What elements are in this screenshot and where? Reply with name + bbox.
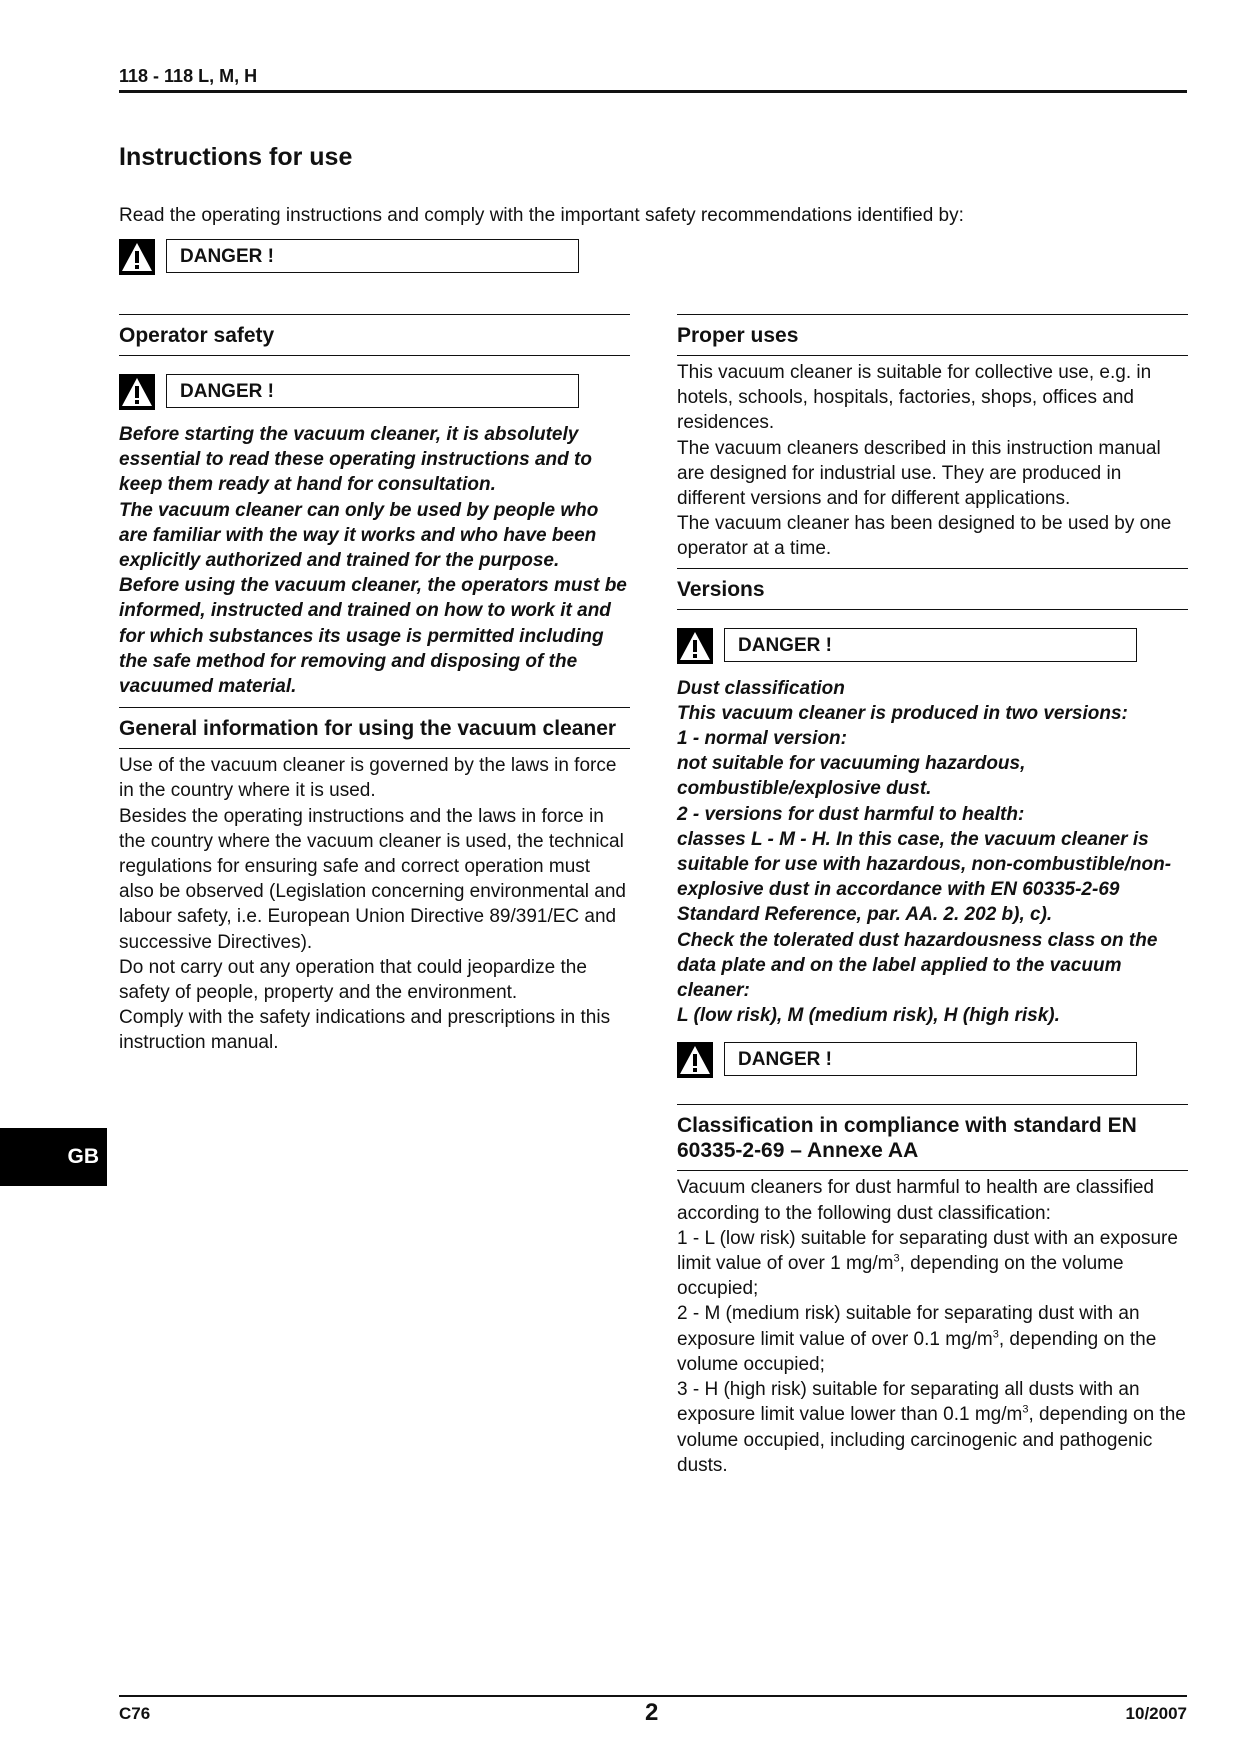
classification-m — [677, 1301, 1188, 1377]
versions-line: Dust classification — [677, 677, 845, 699]
classification-l-text-end: , depending on the volume occupied; — [677, 1253, 1124, 1300]
versions-heading: Versions — [677, 568, 1188, 610]
versions-line: classes L - M - H. In this case, the vacuum cleaner is suitable for use with hazardous, non-combustible/non-explosive dust in accordance with EN 60335-2-69 Standard Reference, par. AA. 2. 202 b), c). — [677, 828, 1172, 926]
classification-h-text-end: , depending on the volume occupied, including carcinogenic and pathogenic dusts. — [677, 1404, 1186, 1476]
right-column — [677, 314, 1188, 1478]
language-tab: GB — [0, 1128, 107, 1186]
operator-safety-line: The vacuum cleaner can only be used by people who are familiar with the way it works and who have been explicitly authorized and trained for the purpose. — [119, 499, 599, 572]
danger-notice-versions — [677, 628, 1188, 664]
proper-uses-line: The vacuum cleaner has been designed to be used by one operator at a time. — [677, 513, 1172, 560]
operator-safety-line: Before starting the vacuum cleaner, it is absolutely essential to read these operating instructions and to keep them ready at hand for consultation. — [119, 424, 592, 496]
versions-line: 2 - versions for dust harmful to health: — [677, 803, 1025, 825]
danger-label: DANGER ! — [724, 1042, 1137, 1076]
versions-line: L (low risk), M (medium risk), H (high risk). — [677, 1005, 1060, 1027]
general-info-line: Do not carry out any operation that could jeopardize the safety of people, property and the environment. — [119, 956, 587, 1004]
document-model-header: 118 - 118 L, M, H — [119, 66, 258, 86]
classification-h — [677, 1377, 1188, 1478]
operator-safety-heading: Operator safety — [119, 314, 630, 356]
danger-notice-classification — [677, 1042, 1188, 1078]
page-number: 2 — [645, 1699, 659, 1726]
operator-safety-text — [119, 422, 630, 699]
header-rule — [119, 90, 1187, 93]
left-column — [119, 314, 630, 1056]
footer-code: C76 — [119, 1704, 151, 1723]
classification-m-text: 2 - M (medium risk) suitable for separating dust with an exposure limit value of over 0.1 mg/m — [677, 1303, 1140, 1350]
classification-m-text-end: , depending on the volume occupied; — [677, 1328, 1157, 1375]
classification-text — [677, 1175, 1188, 1477]
danger-label: DANGER ! — [166, 374, 579, 408]
danger-notice-operator — [119, 374, 630, 410]
versions-line: 1 - normal version: — [677, 728, 847, 750]
danger-label: DANGER ! — [724, 628, 1137, 662]
proper-uses-heading: Proper uses — [677, 314, 1188, 356]
classification-heading: Classification in compliance with standard EN 60335-2-69 – Annexe AA — [677, 1104, 1188, 1171]
footer-rule — [119, 1695, 1187, 1697]
general-info-heading: General information for using the vacuum cleaner — [119, 707, 630, 749]
classification-l-text: 1 - L (low risk) suitable for separating dust with an exposure limit value of over 1 mg/m — [677, 1227, 1178, 1275]
proper-uses-line: This vacuum cleaner is suitable for collective use, e.g. in hotels, schools, hospitals, factories, shops, offices and residences. — [677, 362, 1152, 434]
general-info-line: Besides the operating instructions and the laws in force in the country where the vacuum cleaner is used, the technical regulations for ensuring safe and correct operation must also be observed (Legislation concerning environmental and labour safety, i.e. European Union Directive 89/391/EC and successive Directives). — [119, 805, 626, 953]
warning-icon — [677, 628, 713, 664]
exponent: 3 — [1022, 1403, 1029, 1416]
operator-safety-line: Before using the vacuum cleaner, the operators must be informed, instructed and trained on how to work it and for which substances its usage is permitted including the safe method for removing and disposing of the vacuumed material. — [119, 575, 627, 698]
classification-h-text: 3 - H (high risk) suitable for separating all dusts with an exposure limit value lower than 0.1 mg/m — [677, 1379, 1140, 1426]
versions-text — [677, 676, 1188, 1029]
general-info-line: Comply with the safety indications and prescriptions in this instruction manual. — [119, 1007, 611, 1054]
versions-line: Check the tolerated dust hazardousness class on the data plate and on the label applied to the vacuum cleaner: — [677, 929, 1158, 1002]
danger-label: DANGER ! — [166, 239, 579, 273]
versions-line: not suitable for vacuuming hazardous, combustible/explosive dust. — [677, 753, 1026, 800]
proper-uses-text — [677, 360, 1188, 562]
intro-text: Read the operating instructions and comply with the important safety recommendations identified by: — [119, 205, 964, 226]
footer-date: 10/2007 — [1125, 1704, 1187, 1723]
general-info-line: Use of the vacuum cleaner is governed by the laws in force in the country where it is used. — [119, 755, 617, 802]
classification-intro: Vacuum cleaners for dust harmful to health are classified according to the following dust classification: — [677, 1177, 1154, 1224]
exponent: 3 — [992, 1328, 999, 1341]
proper-uses-line: The vacuum cleaners described in this instruction manual are designed for industrial use. They are produced in different versions and for different applications. — [677, 437, 1161, 510]
warning-icon — [119, 374, 155, 410]
versions-line: This vacuum cleaner is produced in two versions: — [677, 702, 1128, 724]
page-title: Instructions for use — [119, 143, 353, 171]
classification-l — [677, 1226, 1188, 1302]
warning-icon — [677, 1042, 713, 1078]
warning-icon — [119, 239, 155, 275]
exponent: 3 — [893, 1252, 900, 1265]
general-info-text — [119, 753, 630, 1055]
